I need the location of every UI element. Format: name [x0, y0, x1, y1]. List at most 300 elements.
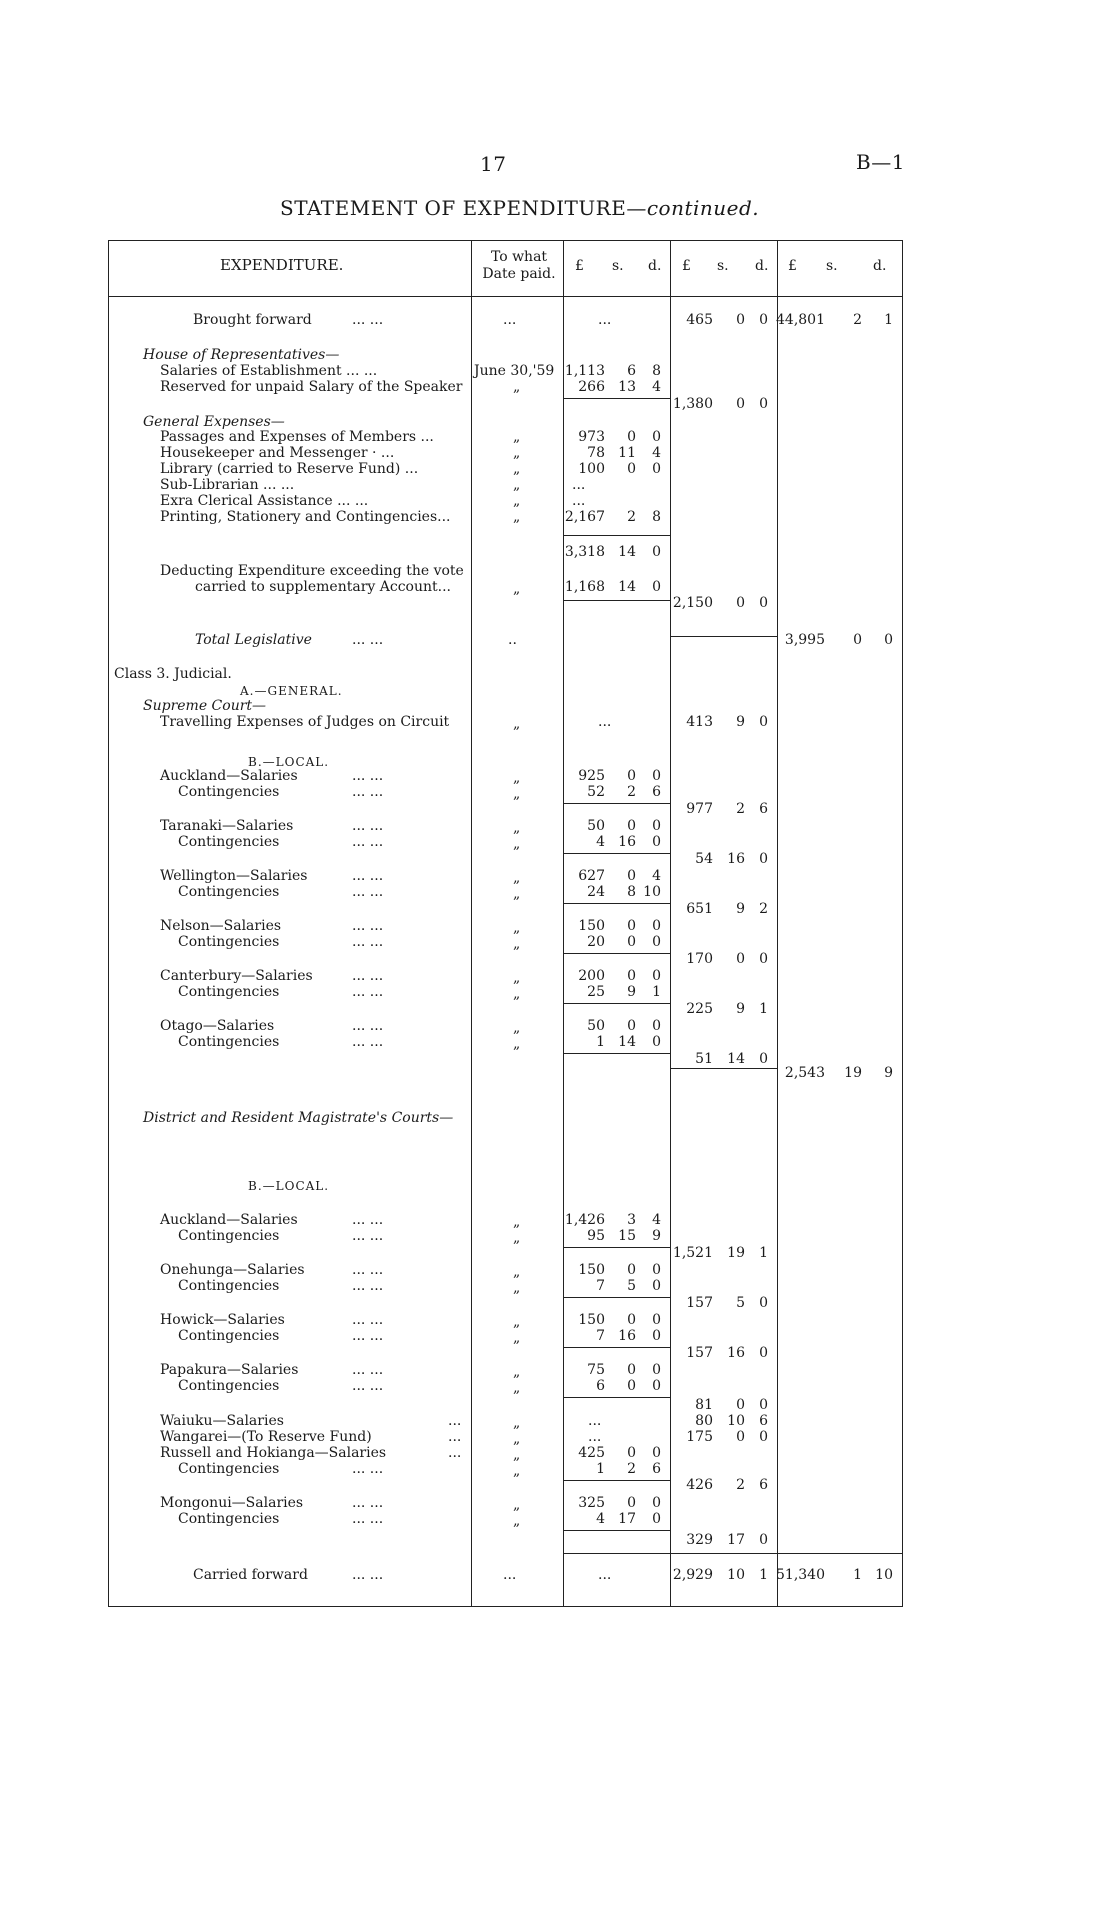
c1-cell: ... — [598, 714, 612, 730]
place-salaries-label: Howick—Salaries — [160, 1312, 285, 1328]
supreme-court-label: Supreme Court— — [143, 698, 267, 714]
district-courts-label: District and Resident Magistrate's Courts— — [143, 1110, 454, 1126]
leader-dots: ... ... — [352, 1495, 384, 1511]
contingencies-c1-shillings: 2 — [627, 784, 636, 800]
contingencies-c1-pence: 0 — [652, 1034, 661, 1050]
date-cell: ... — [503, 312, 517, 328]
contingencies-c1-pounds: 95 — [587, 1228, 605, 1244]
leader-dots: ... ... — [352, 1328, 384, 1344]
leader-dots: ... ... — [352, 1278, 384, 1294]
contingencies-c1-shillings: 5 — [627, 1278, 636, 1294]
date-cell: „ — [513, 429, 521, 445]
mongonui-contingencies-c1-pence: 0 — [652, 1511, 661, 1527]
place-contingencies-label: Contingencies — [178, 884, 280, 900]
house-row-c1-pence: 8 — [652, 363, 661, 379]
salaries-c1-pence: 0 — [652, 818, 661, 834]
date-cell: „ — [513, 970, 521, 986]
travel-c2-pounds: 413 — [686, 714, 713, 730]
c1-cell: ... — [588, 1413, 602, 1429]
wangarei-c2-pence: 0 — [759, 1429, 768, 1445]
leader-dots: ... ... — [352, 1262, 384, 1278]
salaries-c1-pence: 0 — [652, 1018, 661, 1034]
leader-dots: ... ... — [352, 784, 384, 800]
general-total-shillings: 14 — [618, 544, 636, 560]
date-cell: „ — [513, 820, 521, 836]
leader-dots: ... ... — [352, 312, 384, 328]
mongonui-salaries-c1-pence: 0 — [652, 1495, 661, 1511]
c1-header-pence: d. — [648, 258, 662, 274]
leader-dots: ... ... — [352, 632, 384, 648]
group-subtotal-pounds: 54 — [695, 851, 713, 867]
salaries-c1-pounds: 75 — [587, 1362, 605, 1378]
russell-subtotal-pounds: 426 — [686, 1477, 713, 1493]
c3-header-pence: d. — [873, 258, 887, 274]
deduct-label-1: Deducting Expenditure exceeding the vote — [160, 563, 464, 579]
general-row-c1-shillings: 11 — [618, 445, 636, 461]
date-cell: „ — [513, 870, 521, 886]
place-salaries-label: Taranaki—Salaries — [160, 818, 294, 834]
carried-forward-c2-pence: 1 — [759, 1567, 768, 1583]
russell-contingencies-c1-pence: 6 — [652, 1461, 661, 1477]
date-cell: „ — [513, 1020, 521, 1036]
general-row-c1-pence: 0 — [652, 461, 661, 477]
place-contingencies-label: Contingencies — [178, 1328, 280, 1344]
date-cell: „ — [513, 1214, 521, 1230]
salaries-c1-shillings: 0 — [627, 768, 636, 784]
russell-subtotal-shillings: 2 — [736, 1477, 745, 1493]
salaries-c1-shillings: 0 — [627, 918, 636, 934]
group-subtotal-pence: 0 — [759, 1051, 768, 1067]
contingencies-c1-pence: 0 — [652, 1378, 661, 1394]
salaries-c1-shillings: 3 — [627, 1212, 636, 1228]
contingencies-c1-pence: 0 — [652, 834, 661, 850]
contingencies-c1-pence: 10 — [643, 884, 661, 900]
contingencies-c1-pounds: 4 — [596, 834, 605, 850]
salaries-c1-pounds: 150 — [578, 1262, 605, 1278]
waiuku-label: Waiuku—Salaries — [160, 1413, 284, 1429]
leader-dots: ... ... — [352, 868, 384, 884]
page-code: B—1 — [856, 150, 905, 174]
group-subtotal-shillings: 19 — [727, 1245, 745, 1261]
group-subtotal-pence: 0 — [759, 951, 768, 967]
salaries-c1-shillings: 0 — [627, 1262, 636, 1278]
salaries-c1-shillings: 0 — [627, 968, 636, 984]
place-contingencies-label: Contingencies — [178, 934, 280, 950]
place-contingencies-label: Contingencies — [178, 834, 280, 850]
contingencies-c1-pounds: 7 — [596, 1278, 605, 1294]
waiuku-c2-shillings: 10 — [727, 1413, 745, 1429]
mongonui-contingencies-c1-pounds: 4 — [596, 1511, 605, 1527]
house-subtotal-pounds: 1,380 — [672, 396, 713, 412]
date-cell: „ — [513, 716, 521, 732]
russell-label: Russell and Hokianga—Salaries — [160, 1445, 387, 1461]
general-row-c1-pence: 0 — [652, 429, 661, 445]
contingencies-c1-pounds: 1 — [596, 1034, 605, 1050]
contingencies-c1-pounds: 7 — [596, 1328, 605, 1344]
contingencies-c1-shillings: 15 — [618, 1228, 636, 1244]
salaries-c1-pounds: 200 — [578, 968, 605, 984]
place-salaries-label: Nelson—Salaries — [160, 918, 282, 934]
group-subtotal-shillings: 0 — [736, 1397, 745, 1413]
date-cell: „ — [513, 986, 521, 1002]
mongonui-subtotal-shillings: 17 — [727, 1532, 745, 1548]
date-cell: „ — [513, 1380, 521, 1396]
group-subtotal-pounds: 81 — [695, 1397, 713, 1413]
c1-cell: ... — [572, 493, 586, 509]
general-deduct-pounds: 1,168 — [564, 579, 605, 595]
total-legislative-c3-pounds: 3,995 — [784, 632, 825, 648]
judicial-total-shillings: 19 — [844, 1065, 862, 1081]
salaries-c1-pence: 0 — [652, 1312, 661, 1328]
brought-forward-c3-pence: 1 — [884, 312, 893, 328]
salaries-c1-pounds: 150 — [578, 918, 605, 934]
house-row-c1-pence: 4 — [652, 379, 661, 395]
class3-label: Class 3. Judicial. — [114, 666, 232, 682]
date-cell: „ — [513, 936, 521, 952]
date-cell: „ — [513, 477, 521, 493]
salaries-c1-pounds: 1,426 — [564, 1212, 605, 1228]
salaries-c1-pounds: 627 — [578, 868, 605, 884]
group-subtotal-pence: 0 — [759, 1397, 768, 1413]
leader-dots: ... ... — [352, 1212, 384, 1228]
date-cell: „ — [513, 886, 521, 902]
house-row-label: Reserved for unpaid Salary of the Speaker — [160, 379, 463, 395]
russell-contingencies-c1-shillings: 2 — [627, 1461, 636, 1477]
title-main: STATEMENT OF EXPENDITURE— — [280, 196, 647, 220]
contingencies-c1-pounds: 6 — [596, 1378, 605, 1394]
judicial-total-pence: 9 — [884, 1065, 893, 1081]
date-cell: „ — [513, 445, 521, 461]
date-cell: „ — [513, 1497, 521, 1513]
c1-cell: ... — [598, 1567, 612, 1583]
wangarei-c2-pounds: 175 — [686, 1429, 713, 1445]
c1-cell: ... — [572, 477, 586, 493]
group-subtotal-pence: 1 — [759, 1001, 768, 1017]
salaries-c1-shillings: 0 — [627, 1362, 636, 1378]
place-contingencies-label: Contingencies — [178, 1378, 280, 1394]
group-subtotal-pounds: 1,521 — [672, 1245, 713, 1261]
general-row-c1-pounds: 973 — [578, 429, 605, 445]
salaries-c1-pence: 0 — [652, 918, 661, 934]
place-contingencies-label: Contingencies — [178, 1228, 280, 1244]
contingencies-c1-pence: 6 — [652, 784, 661, 800]
page-number: 17 — [480, 152, 507, 176]
date-cell: „ — [513, 786, 521, 802]
mongonui-salaries-c1-pounds: 325 — [578, 1495, 605, 1511]
salaries-c1-pounds: 50 — [587, 818, 605, 834]
date-cell: „ — [513, 1330, 521, 1346]
judicial-total-pounds: 2,543 — [784, 1065, 825, 1081]
date-cell: „ — [513, 509, 521, 525]
salaries-c1-pence: 4 — [652, 1212, 661, 1228]
date-cell: „ — [513, 379, 521, 395]
russell-contingencies-c1-pounds: 1 — [596, 1461, 605, 1477]
leader-dots: ... ... — [352, 884, 384, 900]
contingencies-c1-pounds: 25 — [587, 984, 605, 1000]
house-row-c1-pounds: 266 — [578, 379, 605, 395]
carried-forward-c3-pounds: 51,340 — [776, 1567, 825, 1583]
c2-header-shillings: s. — [717, 258, 729, 274]
salaries-c1-pence: 0 — [652, 968, 661, 984]
general-row-c1-pence: 4 — [652, 445, 661, 461]
total-legislative-c3-pence: 0 — [884, 632, 893, 648]
house-subtotal-pence: 0 — [759, 396, 768, 412]
brought-forward-c3-shillings: 2 — [853, 312, 862, 328]
general-row-c1-pounds: 2,167 — [564, 509, 605, 525]
a-general-label: A.—GENERAL. — [240, 684, 343, 698]
brought-forward-c2-pence: 0 — [759, 312, 768, 328]
group-subtotal-pounds: 51 — [695, 1051, 713, 1067]
date-cell: „ — [513, 1314, 521, 1330]
date-cell: „ — [513, 920, 521, 936]
salaries-c1-pence: 0 — [652, 1262, 661, 1278]
contingencies-c1-shillings: 14 — [618, 1034, 636, 1050]
c2-header-pence: d. — [755, 258, 769, 274]
leader-dots: ... — [448, 1445, 462, 1461]
group-subtotal-pounds: 170 — [686, 951, 713, 967]
place-salaries-label: Papakura—Salaries — [160, 1362, 299, 1378]
salaries-c1-pence: 0 — [652, 768, 661, 784]
c2-header-pounds: £ — [682, 258, 691, 274]
leader-dots: ... ... — [352, 1362, 384, 1378]
mongonui-contingencies-c1-shillings: 17 — [618, 1511, 636, 1527]
russell-salaries-c1-shillings: 0 — [627, 1445, 636, 1461]
place-salaries-label: Wellington—Salaries — [160, 868, 308, 884]
leader-dots: ... — [448, 1413, 462, 1429]
group-subtotal-pounds: 651 — [686, 901, 713, 917]
group-subtotal-pence: 0 — [759, 1345, 768, 1361]
house-row-c1-shillings: 6 — [627, 363, 636, 379]
contingencies-c1-pence: 9 — [652, 1228, 661, 1244]
general-row-c1-pounds: 100 — [578, 461, 605, 477]
leader-dots: ... ... — [352, 818, 384, 834]
group-subtotal-pence: 2 — [759, 901, 768, 917]
section-house: House of Representatives— — [143, 347, 340, 363]
contingencies-c1-pence: 0 — [652, 1328, 661, 1344]
group-subtotal-pence: 1 — [759, 1245, 768, 1261]
date-cell: June 30,'59 — [474, 363, 555, 379]
c1-cell: ... — [598, 312, 612, 328]
c1-header-pounds: £ — [575, 258, 584, 274]
leader-dots: ... ... — [352, 1461, 384, 1477]
place-contingencies-label: Contingencies — [178, 1278, 280, 1294]
date-cell: „ — [513, 1513, 521, 1529]
group-subtotal-shillings: 5 — [736, 1295, 745, 1311]
leader-dots: ... — [448, 1429, 462, 1445]
leader-dots: ... ... — [352, 1567, 384, 1583]
travel-label: Travelling Expenses of Judges on Circuit — [160, 714, 450, 730]
carried-forward-c2-pounds: 2,929 — [672, 1567, 713, 1583]
mongonui-subtotal-pounds: 329 — [686, 1532, 713, 1548]
general-row-label: Housekeeper and Messenger · ... — [160, 445, 395, 461]
date-cell: „ — [513, 1280, 521, 1296]
salaries-c1-shillings: 0 — [627, 1018, 636, 1034]
group-subtotal-pence: 0 — [759, 1295, 768, 1311]
date-cell: „ — [513, 1264, 521, 1280]
general-row-c1-shillings: 0 — [627, 461, 636, 477]
c1-cell: ... — [588, 1429, 602, 1445]
group-subtotal-shillings: 9 — [736, 901, 745, 917]
general-subtotal-shillings: 0 — [736, 595, 745, 611]
leader-dots: ... ... — [352, 1018, 384, 1034]
group-subtotal-pounds: 225 — [686, 1001, 713, 1017]
general-row-c1-pence: 8 — [652, 509, 661, 525]
total-legislative-c3-shillings: 0 — [853, 632, 862, 648]
group-subtotal-shillings: 9 — [736, 1001, 745, 1017]
salaries-c1-pence: 4 — [652, 868, 661, 884]
group-subtotal-pence: 0 — [759, 851, 768, 867]
place-salaries-label: Auckland—Salaries — [160, 1212, 298, 1228]
contingencies-c1-pence: 0 — [652, 934, 661, 950]
brought-forward-c3-pounds: 44,801 — [776, 312, 825, 328]
date-cell: „ — [513, 770, 521, 786]
group-subtotal-shillings: 0 — [736, 951, 745, 967]
general-row-label: Sub-Librarian ... ... — [160, 477, 295, 493]
russell-salaries-c1-pounds: 425 — [578, 1445, 605, 1461]
leader-dots: ... ... — [352, 1378, 384, 1394]
place-salaries-label: Onehunga—Salaries — [160, 1262, 305, 1278]
waiuku-c2-pounds: 80 — [695, 1413, 713, 1429]
carried-forward-c2-shillings: 10 — [727, 1567, 745, 1583]
date-cell: „ — [513, 1230, 521, 1246]
general-row-c1-shillings: 2 — [627, 509, 636, 525]
general-row-label: Library (carried to Reserve Fund) ... — [160, 461, 419, 477]
leader-dots: ... ... — [352, 968, 384, 984]
header-to-what: To what — [490, 249, 548, 265]
carried-rule — [563, 1553, 903, 1554]
section-general: General Expenses— — [143, 414, 285, 430]
general-subtotal-pence: 0 — [759, 595, 768, 611]
header-expenditure: EXPENDITURE. — [220, 256, 344, 274]
leader-dots: ... ... — [352, 834, 384, 850]
leader-dots: ... ... — [352, 1312, 384, 1328]
salaries-c1-shillings: 0 — [627, 868, 636, 884]
c3-header-pounds: £ — [788, 258, 797, 274]
wangarei-c2-shillings: 0 — [736, 1429, 745, 1445]
page-title — [280, 196, 759, 220]
contingencies-c1-shillings: 0 — [627, 1378, 636, 1394]
place-salaries-label: Auckland—Salaries — [160, 768, 298, 784]
group-subtotal-pounds: 157 — [686, 1345, 713, 1361]
subtotal-rule — [563, 1530, 670, 1531]
place-contingencies-label: Contingencies — [178, 1034, 280, 1050]
contingencies-c1-shillings: 16 — [618, 1328, 636, 1344]
mongonui-subtotal-pence: 0 — [759, 1532, 768, 1548]
mongonui-label: Mongonui—Salaries — [160, 1495, 304, 1511]
carried-forward-c3-shillings: 1 — [853, 1567, 862, 1583]
general-row-c1-pounds: 78 — [587, 445, 605, 461]
c3-header-shillings: s. — [826, 258, 838, 274]
house-row-label: Salaries of Establishment ... ... — [160, 363, 378, 379]
house-row-c1-pounds: 1,113 — [564, 363, 605, 379]
general-deduct-pence: 0 — [652, 579, 661, 595]
general-row-label: Printing, Stationery and Contingencies... — [160, 509, 451, 525]
contingencies-c1-pounds: 24 — [587, 884, 605, 900]
group-subtotal-pounds: 977 — [686, 801, 713, 817]
leader-dots: ... ... — [352, 768, 384, 784]
russell-salaries-c1-pence: 0 — [652, 1445, 661, 1461]
c1-header-shillings: s. — [612, 258, 624, 274]
salaries-c1-shillings: 0 — [627, 818, 636, 834]
general-row-c1-shillings: 0 — [627, 429, 636, 445]
brought-forward-label: Brought forward — [193, 312, 312, 328]
general-total-pounds: 3,318 — [564, 544, 605, 560]
date-cell: „ — [513, 836, 521, 852]
place-salaries-label: Otago—Salaries — [160, 1018, 275, 1034]
general-subtotal-pounds: 2,150 — [672, 595, 713, 611]
leader-dots: ... ... — [352, 1034, 384, 1050]
waiuku-c2-pence: 6 — [759, 1413, 768, 1429]
wangarei-label: Wangarei—(To Reserve Fund) — [160, 1429, 372, 1445]
contingencies-c1-shillings: 0 — [627, 934, 636, 950]
header-date-paid: Date paid. — [482, 266, 556, 282]
brought-forward-c2-shillings: 0 — [736, 312, 745, 328]
general-total-pence: 0 — [652, 544, 661, 560]
group-subtotal-pence: 6 — [759, 801, 768, 817]
leader-dots: ... ... — [352, 1228, 384, 1244]
date-cell: „ — [513, 1036, 521, 1052]
date-cell: .. — [508, 632, 517, 648]
date-cell: ... — [503, 1567, 517, 1583]
travel-c2-pence: 0 — [759, 714, 768, 730]
contingencies-c1-shillings: 9 — [627, 984, 636, 1000]
date-cell: „ — [513, 1415, 521, 1431]
deduct-label-2: carried to supplementary Account... — [195, 579, 451, 595]
general-deduct-shillings: 14 — [618, 579, 636, 595]
general-row-label: Exra Clerical Assistance ... ... — [160, 493, 369, 509]
general-row-label: Passages and Expenses of Members ... — [160, 429, 434, 445]
leader-dots: ... ... — [352, 984, 384, 1000]
mongonui-contingencies-label: Contingencies — [178, 1511, 280, 1527]
contingencies-c1-pence: 0 — [652, 1278, 661, 1294]
leader-dots: ... ... — [352, 934, 384, 950]
date-cell: „ — [513, 1364, 521, 1380]
salaries-c1-pounds: 925 — [578, 768, 605, 784]
date-cell: „ — [513, 1447, 521, 1463]
place-salaries-label: Canterbury—Salaries — [160, 968, 313, 984]
place-contingencies-label: Contingencies — [178, 784, 280, 800]
group-subtotal-shillings: 2 — [736, 801, 745, 817]
contingencies-c1-pounds: 20 — [587, 934, 605, 950]
date-cell: „ — [513, 1431, 521, 1447]
group-subtotal-shillings: 14 — [727, 1051, 745, 1067]
salaries-c1-pence: 0 — [652, 1362, 661, 1378]
group-subtotal-shillings: 16 — [727, 851, 745, 867]
title-emph: continued. — [646, 196, 760, 220]
contingencies-c1-pence: 1 — [652, 984, 661, 1000]
contingencies-c1-pounds: 52 — [587, 784, 605, 800]
leader-dots: ... ... — [352, 1511, 384, 1527]
date-cell: „ — [513, 581, 521, 597]
salaries-c1-pounds: 150 — [578, 1312, 605, 1328]
brought-forward-c2-pounds: 465 — [686, 312, 713, 328]
b-local-label: B.—LOCAL. — [248, 1179, 330, 1193]
russell-subtotal-pence: 6 — [759, 1477, 768, 1493]
carried-forward-c3-pence: 10 — [875, 1567, 893, 1583]
date-cell: „ — [513, 1463, 521, 1479]
date-cell: „ — [513, 461, 521, 477]
b-local-label: B.—LOCAL. — [248, 755, 330, 769]
salaries-c1-pounds: 50 — [587, 1018, 605, 1034]
contingencies-c1-shillings: 16 — [618, 834, 636, 850]
group-subtotal-shillings: 16 — [727, 1345, 745, 1361]
house-subtotal-shillings: 0 — [736, 396, 745, 412]
place-contingencies-label: Contingencies — [178, 984, 280, 1000]
subtotal-rule — [563, 535, 670, 536]
house-row-c1-shillings: 13 — [618, 379, 636, 395]
group-subtotal-pounds: 157 — [686, 1295, 713, 1311]
travel-c2-shillings: 9 — [736, 714, 745, 730]
